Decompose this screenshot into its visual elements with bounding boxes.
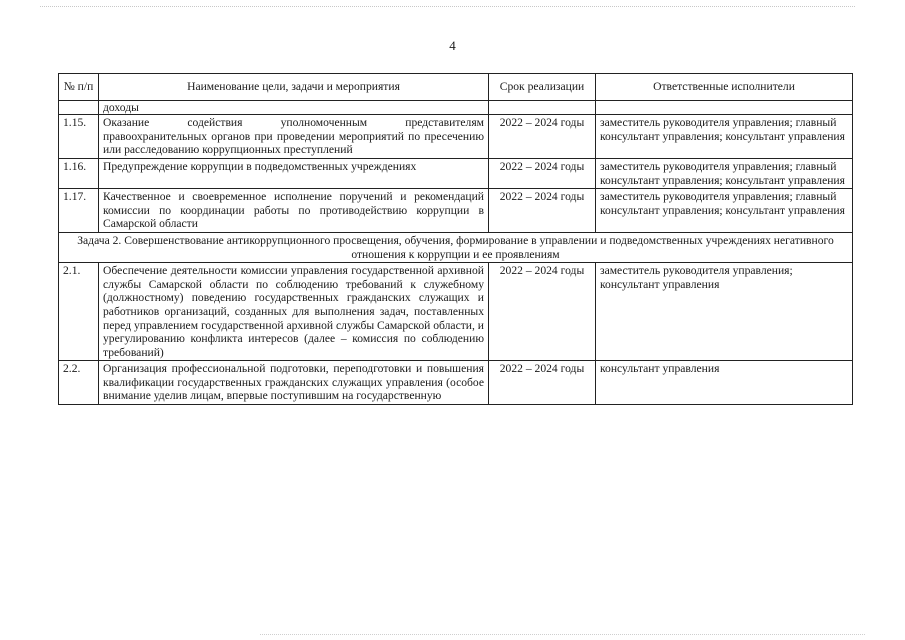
table-row <box>59 189 853 233</box>
page-number: 4 <box>449 38 456 53</box>
table-row <box>59 115 853 159</box>
continuation-resp-cell <box>596 100 853 115</box>
row-number: 1.15. <box>59 115 99 159</box>
action-plan-table <box>58 73 853 405</box>
table-row <box>59 361 853 405</box>
row-activity: Обеспечение деятельности комиссии управления государственной архивной службы Самарской области по соблюдению требований к служебному (должностному) поведению государственных гражданских служащих и работников организаций, созданных для выполнения задач, поставленных перед управлением государственной архивной службы Самарской области, и урегулированию конфликта интересов (далее – комиссия по соблюдению требований) <box>99 263 489 361</box>
row-responsible: консультант управления <box>596 361 853 405</box>
row-responsible: заместитель руководителя управления; главный консультант управления; консультант управления <box>596 115 853 159</box>
continuation-term-cell <box>489 100 596 115</box>
row-number: 2.1. <box>59 263 99 361</box>
header-term: Срок реализации <box>489 74 596 101</box>
row-term: 2022 – 2024 годы <box>489 189 596 233</box>
continuation-num-cell <box>59 100 99 115</box>
row-responsible: заместитель руководителя управления; главный консультант управления; консультант управления <box>596 189 853 233</box>
row-term: 2022 – 2024 годы <box>489 115 596 159</box>
row-number: 2.2. <box>59 361 99 405</box>
row-term: 2022 – 2024 годы <box>489 263 596 361</box>
row-activity: Качественное и своевременное исполнение поручений и рекомендаций комиссии по координации работы по противодействию коррупции в Самарской области <box>99 189 489 233</box>
header-name: Наименование цели, задачи и мероприятия <box>99 74 489 101</box>
continuation-row <box>59 100 853 115</box>
row-responsible: заместитель руководителя управления; консультант управления <box>596 263 853 361</box>
table-row <box>59 158 853 188</box>
scan-edge-bottom <box>260 634 865 635</box>
row-number: 1.17. <box>59 189 99 233</box>
row-number: 1.16. <box>59 158 99 188</box>
continuation-text: доходы <box>99 100 489 115</box>
task-heading-row <box>59 232 853 262</box>
row-term: 2022 – 2024 годы <box>489 158 596 188</box>
header-responsible: Ответственные исполнители <box>596 74 853 101</box>
row-term: 2022 – 2024 годы <box>489 361 596 405</box>
row-activity: Предупреждение коррупции в подведомственных учреждениях <box>99 158 489 188</box>
row-activity: Организация профессиональной подготовки, переподготовки и повышения квалификации государственных гражданских служащих управления (особое внимание уделив лицам, впервые поступившим на государственную <box>99 361 489 405</box>
scan-edge-top <box>40 6 855 7</box>
table-header-row <box>59 74 853 101</box>
row-activity: Оказание содействия уполномоченным представителям правоохранительных органов при проведении мероприятий по пресечению или расследованию коррупционных преступлений <box>99 115 489 159</box>
table-row <box>59 263 853 361</box>
header-num: № п/п <box>59 74 99 101</box>
task-2-heading: Задача 2. Совершенствование антикоррупционного просвещения, обучения, формирование в управлении и подведомственных учреждениях негативного отношения к коррупции и ее проявлениям <box>59 232 853 262</box>
row-responsible: заместитель руководителя управления; главный консультант управления; консультант управления <box>596 158 853 188</box>
